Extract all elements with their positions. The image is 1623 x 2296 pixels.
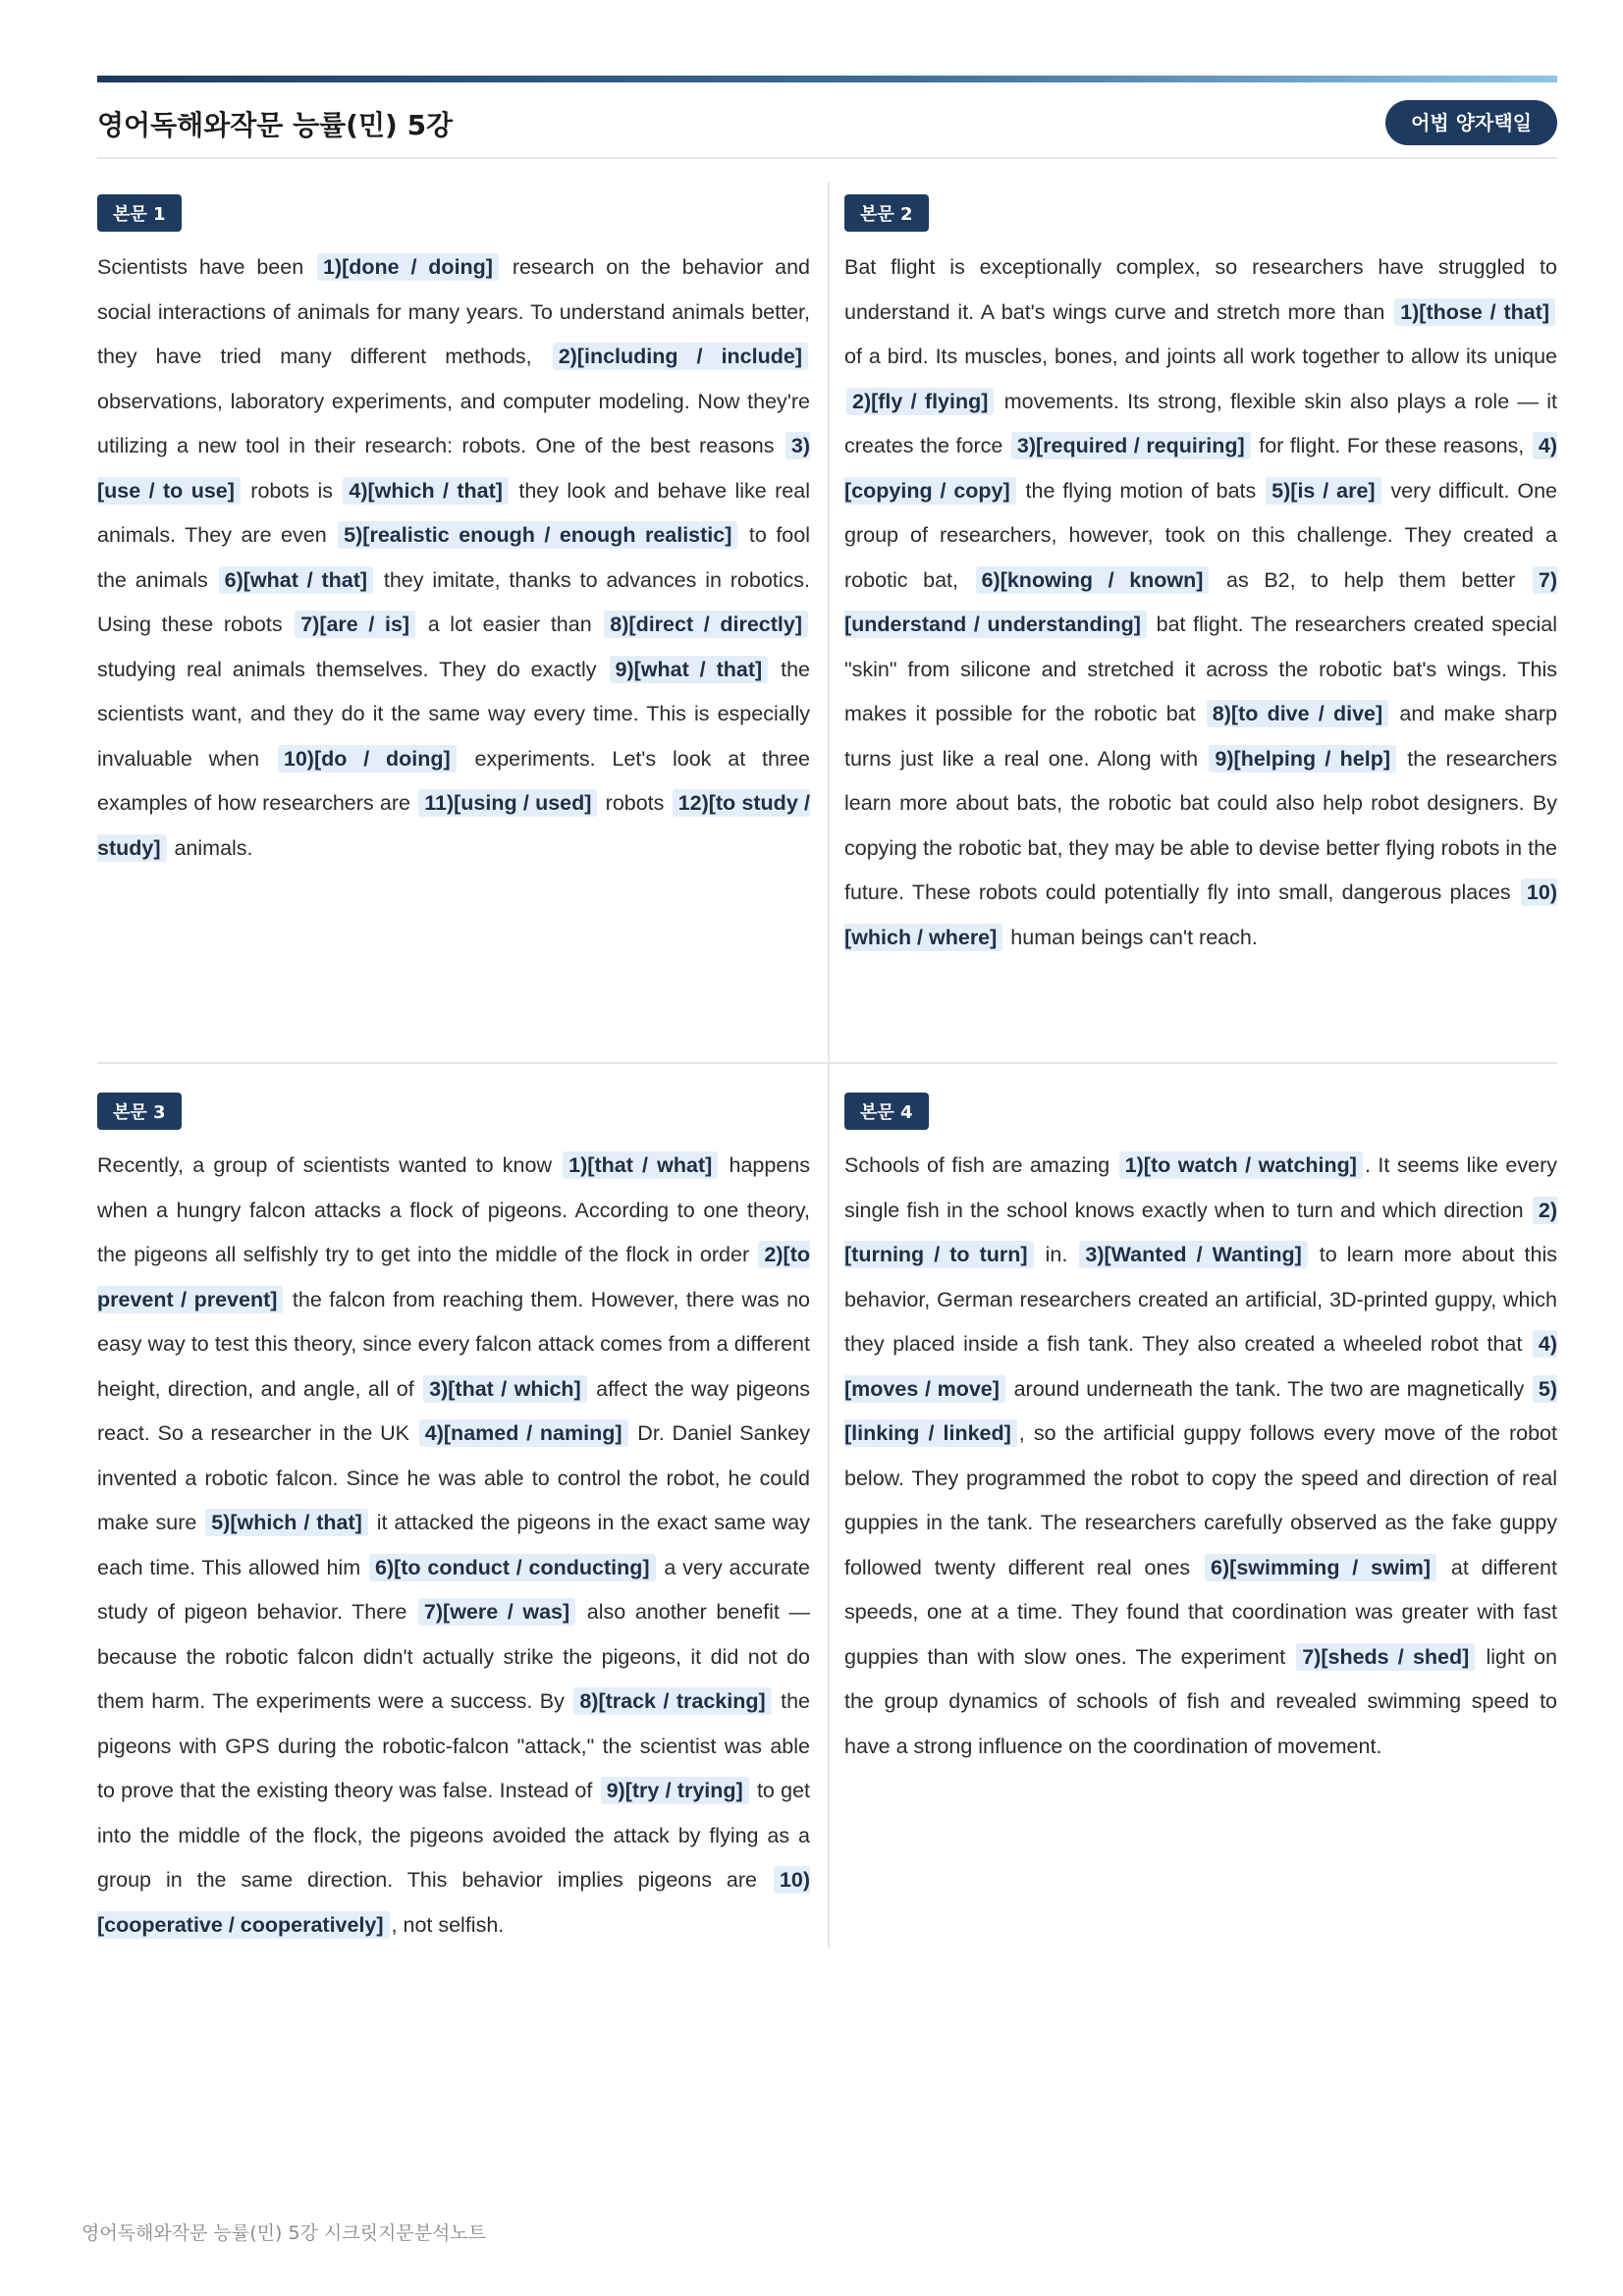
passage-section-2	[844, 194, 1557, 960]
passage-label: 본문 3	[97, 1093, 182, 1130]
passage-label: 본문 1	[97, 194, 182, 232]
page-footer: 영어독해와작문 능률(민) 5강 시크릿지문분석노트	[81, 2222, 487, 2244]
grammar-choice: 12)[to study / study]	[97, 791, 810, 860]
grammar-choice: 10)[which / where]	[844, 881, 1557, 949]
grammar-choice: 4)[named / naming]	[419, 1419, 628, 1447]
grammar-choice: 1)[those / that]	[1394, 298, 1555, 326]
grammar-choice: 2)[turning / to turn]	[844, 1198, 1557, 1266]
grammar-choice: 3)[required / requiring]	[1011, 432, 1251, 459]
header-accent-bar	[97, 76, 1557, 82]
grammar-choice: 2)[including / include]	[553, 343, 808, 370]
passage-text: Recently, a group of scientists wanted to know 1)[that / what] happens when a hungry falcon attacks a flock of pigeons. According to one theory, the pigeons all selfishly try to get into the middle of the flock in order 2)[to prevent / prevent] the falcon from reaching them. However, there was no easy way to test this theory, since every falcon attack comes from a different height, direction, and angle, all of 3)[that / which] affect the way pigeons react. So a researcher in the UK 4)[named / naming] Dr. Daniel Sankey invented a robotic falcon. Since he was able to control the robot, he could make sure 5)[which / that] it attacked the pigeons in the exact same way each time. This allowed him 6)[to conduct / conducting] a very accurate study of pigeon behavior. There 7)[were / was] also another benefit — because the robotic falcon didn't actually strike the pigeons, it did not do them harm. The experiments were a success. By 8)[track / tracking] the pigeons with GPS during the robotic-falcon "attack," the scientist was able to prove that the existing theory was false. Instead of 9)[try / trying] to get into the middle of the flock, the pigeons avoided the attack by flying as a group in the same direction. This behavior implies pigeons are 10)[cooperative / cooperatively] , not selfish.	[97, 1153, 811, 1937]
page-header	[97, 98, 1557, 159]
grammar-choice: 3)[use / to use]	[97, 434, 810, 503]
grammar-choice: 11)[using / used]	[418, 789, 597, 817]
category-tag: 어법 양자택일	[1385, 100, 1557, 145]
grammar-choice: 4)[copying / copy]	[844, 434, 1557, 503]
passage-section-3	[97, 1093, 810, 1948]
grammar-choice: 6)[to conduct / conducting]	[369, 1554, 656, 1581]
page-title: 영어독해와작문 능률(민) 5강	[97, 109, 454, 141]
passage-text: Scientists have been 1)[done / doing] research on the behavior and social interactions of animals for many years. To understand animals better, they have tried many different methods, 2)[including / include] observations, laboratory experiments, and computer modeling. Now they're utilizing a new tool in their research: robots. One of the best reasons 3)[use / to use] robots is 4)[which / that] they look and behave like real animals. They are even 5)[realistic enough / enough realistic] to fool the animals 6)[what / that] they imitate, thanks to advances in robotics. Using these robots 7)[are / is] a lot easier than 8)[direct / directly] studying real animals themselves. They do exactly 9)[what / that] the scientists want, and they do it the same way every time. This is especially invaluable when 10)[do / doing] experiments. Let's look at three examples of how researchers are 11)[using / used] robots 12)[to study / study] animals.	[97, 255, 810, 860]
grammar-choice: 6)[knowing / known]	[976, 566, 1210, 594]
grammar-choice: 7)[are / is]	[295, 611, 415, 638]
column-divider-top	[828, 182, 830, 1062]
grammar-choice: 7)[sheds / shed]	[1296, 1643, 1475, 1671]
grammar-choice: 9)[what / that]	[610, 656, 769, 683]
grammar-choice: 10)[cooperative / cooperatively]	[97, 1868, 810, 1937]
grammar-choice: 1)[that / what]	[563, 1151, 718, 1179]
grammar-choice: 4)[which / that]	[343, 477, 509, 505]
grammar-choice: 7)[were / was]	[418, 1598, 575, 1626]
grammar-choice: 8)[track / tracking]	[573, 1687, 771, 1715]
passage-label: 본문 4	[844, 1093, 929, 1130]
grammar-choice: 5)[which / that]	[205, 1509, 368, 1536]
grammar-choice: 9)[try / trying]	[601, 1777, 749, 1804]
grammar-choice: 8)[direct / directly]	[604, 611, 808, 638]
grammar-choice: 2)[fly / flying]	[846, 388, 994, 415]
grammar-choice: 5)[realistic enough / enough realistic]	[338, 521, 737, 549]
grammar-choice: 5)[is / are]	[1266, 477, 1380, 505]
grammar-choice: 2)[to prevent / prevent]	[97, 1243, 810, 1311]
grammar-choice: 6)[swimming / swim]	[1205, 1554, 1436, 1581]
grammar-choice: 3)[that / which]	[423, 1375, 587, 1403]
grammar-choice: 1)[done / doing]	[317, 253, 499, 281]
grammar-choice: 6)[what / that]	[219, 566, 373, 594]
column-divider-bottom	[828, 1064, 830, 1948]
passage-label: 본문 2	[844, 194, 929, 232]
passage-section-1	[97, 194, 810, 871]
grammar-choice: 5)[linking / linked]	[844, 1376, 1557, 1445]
grammar-choice: 7)[understand / understanding]	[844, 567, 1558, 636]
grammar-choice: 9)[helping / help]	[1209, 745, 1396, 773]
grammar-choice: 3)[Wanted / Wanting]	[1079, 1241, 1307, 1268]
passage-text: Bat flight is exceptionally complex, so researchers have struggled to understand it. A bat's wings curve and stretch more than 1)[those / that] of a bird. Its muscles, bones, and joints all work together to allow its unique 2)[fly / flying] movements. Its strong, flexible skin also plays a role — it creates the force 3)[required / requiring] for flight. For these reasons, 4)[copying / copy] the flying motion of bats 5)[is / are] very difficult. One group of researchers, however, took on this challenge. They created a robotic bat, 6)[knowing / known] as B2, to help them better 7)[understand / understanding] bat flight. The researchers created special "skin" from silicone and stretched it across the robotic bat's wings. This makes it possible for the robotic bat 8)[to dive / dive] and make sharp turns just like a real one. Along with 9)[helping / help] the researchers learn more about bats, the robotic bat could also help robot designers. By copying the robotic bat, they may be able to devise better flying robots in the future. These robots could potentially fly into small, dangerous places 10)[which / where] human beings can't reach.	[844, 255, 1558, 949]
grammar-choice: 8)[to dive / dive]	[1207, 700, 1388, 727]
passage-text: Schools of fish are amazing 1)[to watch / watching] . It seems like every single fish in the school knows exactly when to turn and which direction 2)[turning / to turn] in. 3)[Wanted / Wanting] to learn more about this behavior, German researchers created an artificial, 3D-printed guppy, which they placed inside a fish tank. They also created a wheeled robot that 4)[moves / move] around underneath the tank. The two are magnetically 5)[linking / linked] , so the artificial guppy follows every move of the robot below. They programmed the robot to copy the speed and direction of real guppies in the tank. The researchers carefully observed as the fake guppy followed twenty different real ones 6)[swimming / swim] at different speeds, one at a time. They found that coordination was greater with fast guppies than with slow ones. The experiment 7)[sheds / shed] light on the group dynamics of schools of fish and revealed swimming speed to have a strong influence on the coordination of movement.	[844, 1153, 1557, 1758]
grammar-choice: 4)[moves / move]	[844, 1332, 1557, 1401]
passage-section-4	[844, 1093, 1557, 1769]
grammar-choice: 1)[to watch / watching]	[1119, 1151, 1363, 1179]
grammar-choice: 10)[do / doing]	[278, 745, 457, 773]
